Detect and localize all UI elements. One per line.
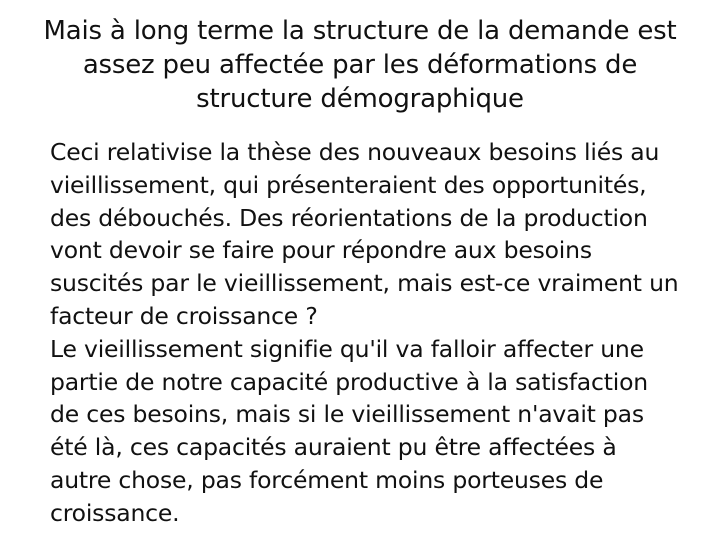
body-paragraph-2: Le vieillissement signifie qu'il va falloir affecter une partie de notre capacité productive à la satisfaction de ces besoins, mais si le vieillissement n'avait pas été là, ces capacités auraient pu être affectées à autre chose, pas forcément moins porteuses de croissance. <box>50 334 648 527</box>
body-paragraph-1: Ceci relativise la thèse des nouveaux besoins liés au vieillissement, qui présenteraient des opportunités, des débouchés. Des réorientations de la production vont devoir se faire pour répondre aux besoins suscités par le vieillissement, mais est-ce vraiment un facteur de croissance ? <box>50 138 679 330</box>
slide-title: Mais à long terme la structure de la demande est assez peu affectée par les déformations de structure démographique <box>43 16 677 114</box>
slide-body <box>50 136 710 530</box>
